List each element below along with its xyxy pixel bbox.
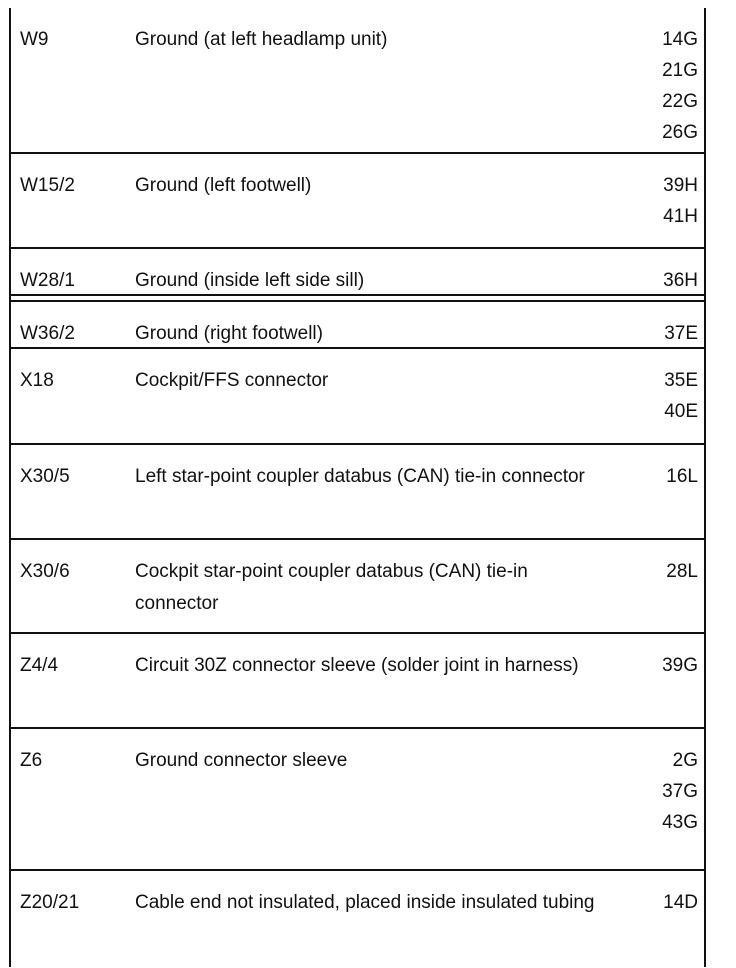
- grid-reference: 40E: [664, 401, 698, 422]
- grid-references: [663, 170, 698, 232]
- component-description: Cable end not insulated, placed inside insulated tubing: [135, 892, 595, 913]
- grid-reference: 22G: [662, 91, 698, 112]
- grid-references: [666, 461, 698, 492]
- table-row: [11, 300, 704, 347]
- table-row: [11, 347, 704, 443]
- grid-reference: 14G: [662, 29, 698, 50]
- table-row: [11, 869, 704, 967]
- component-code: W9: [20, 29, 49, 50]
- grid-reference: 2G: [672, 750, 698, 771]
- table-row: [11, 152, 704, 247]
- grid-references: [663, 265, 698, 296]
- table-row: [11, 8, 704, 152]
- grid-reference: 16L: [666, 466, 698, 487]
- component-code: X18: [20, 370, 54, 391]
- component-code: X30/6: [20, 561, 70, 582]
- component-table: [9, 8, 706, 967]
- grid-reference: 37E: [664, 323, 698, 344]
- grid-references: [662, 650, 698, 681]
- grid-reference: 21G: [662, 60, 698, 81]
- grid-reference: 36H: [663, 270, 698, 291]
- component-description: Left star-point coupler databus (CAN) tie-in connector: [135, 466, 585, 487]
- component-description: Ground (at left headlamp unit): [135, 29, 388, 50]
- component-description: Ground connector sleeve: [135, 750, 348, 771]
- component-code: Z20/21: [20, 892, 80, 913]
- component-code: Z6: [20, 750, 43, 771]
- grid-references: [664, 365, 698, 427]
- component-code: W36/2: [20, 323, 75, 344]
- table-row: [11, 727, 704, 869]
- component-code: W15/2: [20, 175, 75, 196]
- grid-references: [666, 556, 698, 587]
- table-row: [11, 538, 704, 632]
- table-row: [11, 632, 704, 727]
- grid-reference: 43G: [662, 812, 698, 833]
- grid-reference: 39H: [663, 175, 698, 196]
- component-description: Ground (inside left side sill): [135, 270, 365, 291]
- table-row: [11, 247, 704, 296]
- grid-references: [662, 745, 698, 838]
- component-description: Ground (left footwell): [135, 175, 312, 196]
- component-description: Cockpit star-point coupler databus (CAN) tie-in connector: [135, 561, 528, 614]
- table-row: [11, 443, 704, 538]
- grid-references: [664, 318, 698, 349]
- grid-reference: 14D: [663, 892, 698, 913]
- component-description: Ground (right footwell): [135, 323, 323, 344]
- grid-reference: 28L: [666, 561, 698, 582]
- component-code: W28/1: [20, 270, 75, 291]
- grid-reference: 26G: [662, 122, 698, 143]
- grid-reference: 37G: [662, 781, 698, 802]
- component-code: Z4/4: [20, 655, 59, 676]
- grid-reference: 35E: [664, 370, 698, 391]
- grid-references: [663, 887, 698, 918]
- grid-reference: 39G: [662, 655, 698, 676]
- grid-references: [662, 24, 698, 148]
- component-description: Circuit 30Z connector sleeve (solder joint in harness): [135, 655, 579, 676]
- component-code: X30/5: [20, 466, 70, 487]
- grid-reference: 41H: [663, 206, 698, 227]
- component-description: Cockpit/FFS connector: [135, 370, 329, 391]
